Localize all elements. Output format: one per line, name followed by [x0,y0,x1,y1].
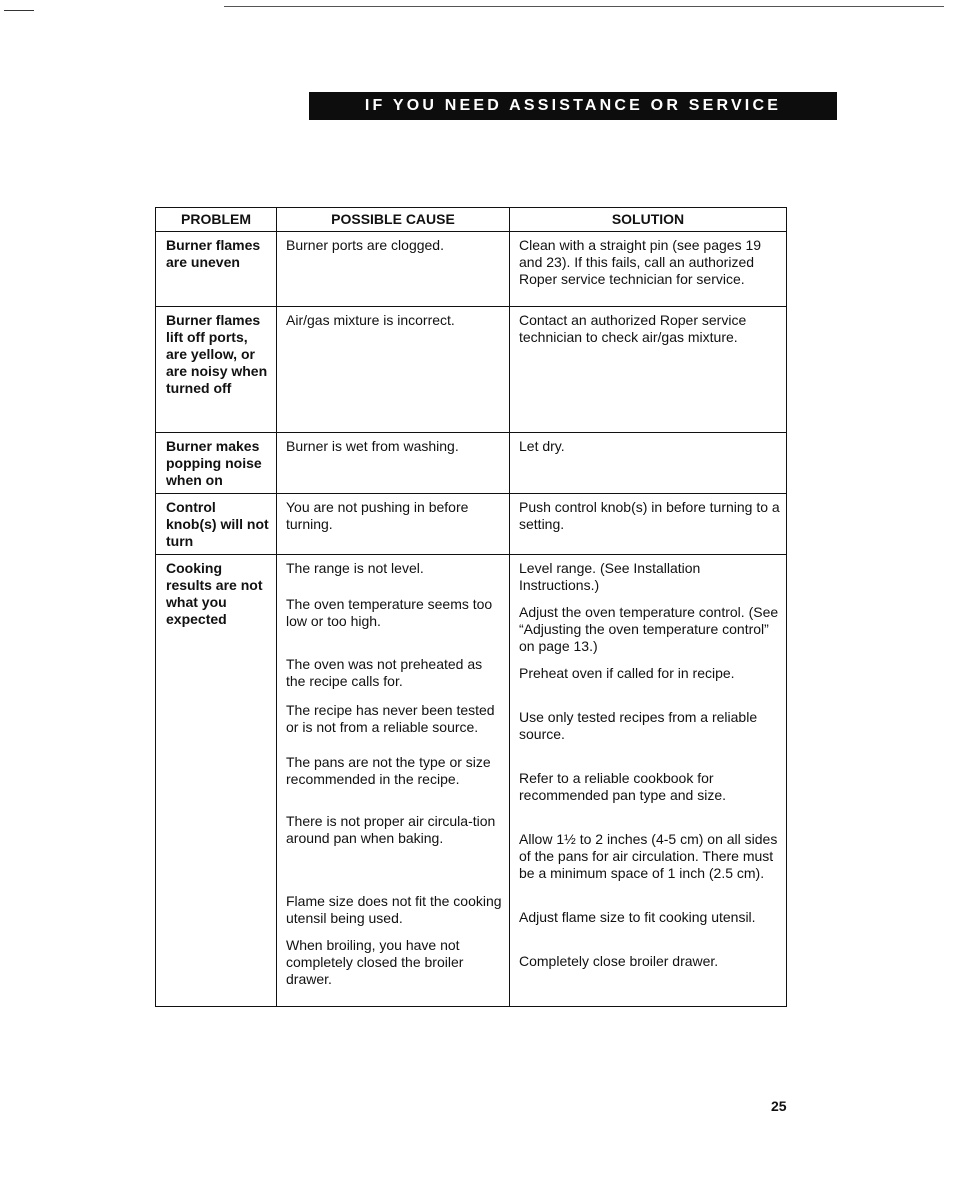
problem-cell: Burner makes popping noise when on [156,433,277,494]
cause-cell [277,555,510,1007]
solution-text: Let dry. [519,438,565,454]
solution-text: Contact an authorized Roper service technician to check air/gas mixture. [519,312,747,345]
table-row [156,433,787,494]
solution-cell [510,555,787,1007]
solution-text: Refer to a reliable cookbook for recommended pan type and size. [519,770,727,803]
table-row [156,555,787,1007]
solution-text: Level range. (See Installation Instructions.) [519,560,701,593]
problem-cell: Burner flames are uneven [156,232,277,307]
cause-cell [277,433,510,494]
page-number: 25 [771,1098,787,1114]
column-header-possible-cause: POSSIBLE CAUSE [277,208,510,232]
cause-text: Air/gas mixture is incorrect. [286,312,455,328]
cause-cell [277,232,510,307]
section-banner: IF YOU NEED ASSISTANCE OR SERVICE [309,92,837,120]
solution-text: Clean with a straight pin (see pages 19 and 23). If this fails, call an authorized Roper service technician for service. [519,237,762,287]
solution-text: Completely close broiler drawer. [519,953,719,969]
solution-cell [510,433,787,494]
problem-cell: Burner flames lift off ports, are yellow, or are noisy when turned off [156,307,277,433]
table-row [156,232,787,307]
solution-text: Push control knob(s) in before turning to a setting. [519,499,780,532]
table-header-row [156,208,787,232]
problem-cell: Cooking results are not what you expected [156,555,277,1007]
cause-text: The pans are not the type or size recommended in the recipe. [286,754,491,787]
table-row [156,494,787,555]
problem-cell: Control knob(s) will not turn [156,494,277,555]
solution-cell [510,307,787,433]
cause-text: The recipe has never been tested or is not from a reliable source. [286,702,495,735]
top-left-rule [4,10,34,11]
solution-text: Adjust flame size to fit cooking utensil. [519,909,756,925]
column-header-solution: SOLUTION [510,208,787,232]
top-rule [224,6,944,7]
solution-text: Adjust the oven temperature control. (See “Adjusting the oven temperature control” on page 13.) [519,604,779,654]
cause-text: When broiling, you have not completely closed the broiler drawer. [286,937,464,987]
solution-text: Preheat oven if called for in recipe. [519,665,735,681]
troubleshooting-table [155,207,787,1007]
cause-text: Burner ports are clogged. [286,237,444,253]
cause-text: Burner is wet from washing. [286,438,459,454]
solution-text: Allow 1½ to 2 inches (4-5 cm) on all sides of the pans for air circulation. There must be a minimum space of 1 inch (2.5 cm). [519,831,778,881]
solution-cell [510,232,787,307]
solution-cell [510,494,787,555]
cause-text: Flame size does not fit the cooking utensil being used. [286,893,502,926]
table-row [156,307,787,433]
cause-text: You are not pushing in before turning. [286,499,469,532]
cause-text: There is not proper air circula-tion around pan when baking. [286,813,496,846]
cause-text: The range is not level. [286,560,424,576]
cause-text: The oven temperature seems too low or too high. [286,596,493,629]
solution-text: Use only tested recipes from a reliable source. [519,709,758,742]
column-header-problem: PROBLEM [156,208,277,232]
cause-cell [277,494,510,555]
cause-cell [277,307,510,433]
cause-text: The oven was not preheated as the recipe calls for. [286,656,483,689]
